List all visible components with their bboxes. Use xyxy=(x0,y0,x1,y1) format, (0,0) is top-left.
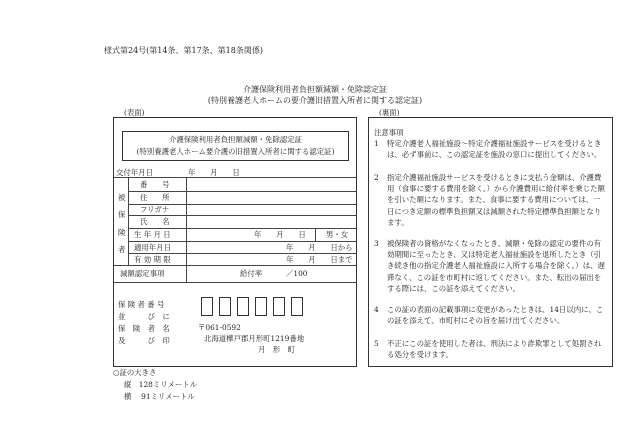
note-text: 被保険者の資格がなくなったとき、減額・免除の認定の要件の有効期間に至ったとき、又は特定老人福祉施設を退所したとき（引き続き他の指定介護老人福祉施設に入所する場合を除く。）は、遅滞なく、この証を市町村に返してください。また、転出の届出をする際には、この証を添えてください。 xyxy=(387,239,605,293)
number-label: 番 号 xyxy=(140,180,170,189)
insurer-label-line: 並 び に xyxy=(118,312,170,321)
apply-value: 年 月 日から xyxy=(286,243,353,252)
side-label-char: 者 xyxy=(118,245,126,254)
note-number: 5 xyxy=(374,339,379,348)
note-item xyxy=(374,304,607,326)
insurer-number-box xyxy=(255,297,267,316)
insurer-number-box xyxy=(291,297,303,316)
note-text: 特定介護老人福祉施設～特定介護福祉施設サービスを受けるときは、必ず事前に、この認定証を施設の窓口に提出してください。 xyxy=(387,139,602,160)
note-item xyxy=(374,238,607,294)
insurer-name: 月 形 町 xyxy=(258,345,295,354)
sex-value: 男・女 xyxy=(326,230,349,239)
document-subtitle: (特別養護老人ホームの要介護旧措置入所者に関する認定証) xyxy=(207,96,423,105)
note-text: 指定介護福祉施設サービスを受けるときに支払う金額は、介護費用（食事に要する費用を除く。）から介護費用に給付率を乗じた額を引いた額になります。また、食事に要する費用については、一日につき定額の標準負担額又は減額された特定標準負担額となります。 xyxy=(387,173,605,227)
side-label-char: 被 xyxy=(118,193,126,202)
valid-value: 年 月 日まで xyxy=(286,255,353,264)
table-rule xyxy=(186,177,187,282)
note-text: この証の表面の記載事項に変更があったときは、14日以内に、この証を添えて、市町村にその旨を届け出てください。 xyxy=(387,305,604,326)
reduction-label: 減額認定事項 xyxy=(120,269,165,278)
issue-date-value: 年 月 日 xyxy=(188,168,240,177)
note-item xyxy=(374,138,607,160)
apply-label: 適用年月日 xyxy=(134,243,171,252)
insurer-label-line: 保 険 者 名 xyxy=(118,324,170,333)
insurer-number-box xyxy=(201,297,213,316)
valid-label: 有 効 期 限 xyxy=(134,255,171,264)
insurer-postal: 〒061-0592 xyxy=(198,323,241,332)
note-number: 3 xyxy=(374,239,379,248)
note-text: 不正にこの証を使用した者は、刑法により詐欺罪として処罰される処分を受けます。 xyxy=(387,339,602,360)
furigana-label: フリガナ xyxy=(140,205,170,214)
document-title: 介護保険利用者負担額減額・免除認定証 xyxy=(243,85,387,94)
rate-value: ／100 xyxy=(286,269,308,278)
name-label: 氏 名 xyxy=(140,217,170,226)
note-number: 1 xyxy=(374,139,379,148)
front-subtitle: (特別養護老人ホーム要介護の旧措置入所者に関する認定証) xyxy=(136,147,335,156)
table-rule xyxy=(128,241,357,242)
note-item xyxy=(374,172,607,228)
address-label: 住 所 xyxy=(140,193,170,202)
table-rule xyxy=(113,177,357,178)
form-number: 様式第24号(第14条、第17条、第18条関係) xyxy=(104,46,263,55)
side-label-char: 険 xyxy=(118,228,126,237)
table-rule xyxy=(128,253,357,254)
insurer-number-box xyxy=(237,297,249,316)
table-rule xyxy=(113,265,357,266)
front-label: (表面) xyxy=(124,108,145,117)
side-label-char: 保 xyxy=(118,210,126,219)
table-rule xyxy=(128,215,357,216)
insurer-number-box xyxy=(273,297,285,316)
table-rule xyxy=(128,191,357,192)
back-label: (裏面) xyxy=(379,108,400,117)
birth-value: 年 月 日 xyxy=(254,230,306,239)
note-number: 4 xyxy=(374,305,379,314)
table-rule xyxy=(128,177,129,265)
rate-label: 給付率 xyxy=(240,269,263,278)
table-rule xyxy=(315,228,316,241)
front-title: 介護保険利用者負担額減額・免除認定証 xyxy=(168,135,303,144)
insurer-label-line: 及 び 印 xyxy=(118,336,170,345)
notes-title: 注意事項 xyxy=(374,128,404,137)
birth-label: 生 年 月 日 xyxy=(134,230,171,239)
issue-date-label: 交付年月日 xyxy=(116,168,153,177)
size-width: 横 91ミリメートル xyxy=(124,392,195,401)
insurer-address: 北海道樺戸郡月形町1219番地 xyxy=(204,334,305,343)
insurer-label-line: 保 険 者 番 号 xyxy=(118,300,165,309)
size-height: 縦 128ミリメートル xyxy=(124,380,198,389)
table-rule xyxy=(128,228,357,229)
size-title: ○証の大きさ xyxy=(113,368,157,377)
note-number: 2 xyxy=(374,173,379,182)
insurer-number-box xyxy=(219,297,231,316)
table-rule xyxy=(113,282,357,283)
note-item xyxy=(374,338,607,360)
